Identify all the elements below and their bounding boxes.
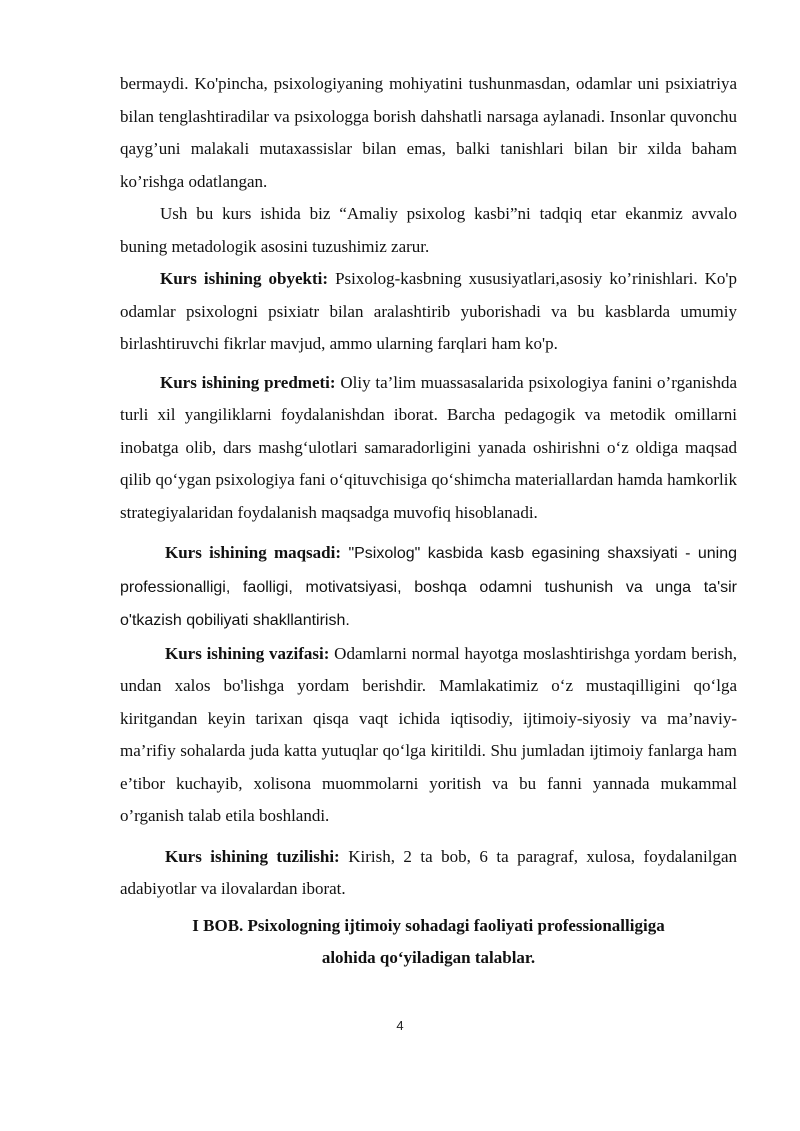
document-page xyxy=(120,68,737,974)
structure-text: Kirish, 2 ta bob, 6 ta paragraf, xulosa, foydalanilgan adabiyotlar va ilovalardan iborat. xyxy=(120,846,737,898)
paragraph-structure xyxy=(120,841,737,906)
subject-label: Kurs ishining predmeti: xyxy=(160,372,336,392)
tasks-text: Odamlarni normal hayotga moslashtirishga yordam berish, undan xalos bo'lishga yordam berishdir. Mamlakatimiz o‘z mustaqilligini qo‘lga kiritgandan keyin tarixan qisqa vaqt ichida iqtisodiy, ijtimoiy-siyosiy va ma’naviy-ma’rifiy sohalarda juda katta yutuqlar qo‘lga kiritildi. Shu jumladan ijtimoiy fanlarga ham e’tibor kuchayib, xolisona muommolarni yoritish va bu fanni yannada mukammal o’rganish talab etila boshlandi. xyxy=(120,643,738,825)
paragraph-methodology: Ush bu kurs ishida biz “Amaliy psixolog kasbi”ni tadqiq etar ekanmiz avvalo buning metadologik asosini tuzushimiz zarur. xyxy=(120,204,737,256)
chapter-heading xyxy=(120,910,737,974)
paragraph-tasks xyxy=(120,638,737,833)
object-text: Psixolog-kasbning xususiyatlari,asosiy ko’rinishlari. Ko'p odamlar psixologni psixiatr bilan aralashtirib yuborishadi va bu kasblarda umumiy birlashtiruvchi fikrlar mavjud, ammo ularning farqlari ham ko'p. xyxy=(120,269,737,353)
goal-text: "Psixolog" kasbida kasb egasining shaxsiyati - uning professionalligi, faolligi, motivatsiyasi, boshqa odamni tushunish va unga ta'sir o'tkazish qobiliyati shakllantirish. xyxy=(120,545,738,629)
chapter-heading-line1: I BOB. Psixologning ijtimoiy sohadagi faoliyati professionalligiga xyxy=(192,915,665,935)
paragraph-object xyxy=(120,263,737,361)
paragraph-subject xyxy=(120,367,737,530)
tasks-label: Kurs ishining vazifasi: xyxy=(165,643,330,663)
page-number: 4 xyxy=(396,1018,404,1033)
structure-label: Kurs ishining tuzilishi: xyxy=(165,846,340,866)
paragraph-goal xyxy=(120,537,737,638)
chapter-heading-line2: alohida qo‘yiladigan talablar. xyxy=(321,947,536,967)
goal-label: Kurs ishining maqsadi: xyxy=(165,543,342,562)
subject-text: Oliy ta’lim muassasalarida psixologiya fanini o’rganishda turli xil yangiliklarni foydalanishdan iborat. Barcha pedagogik va metodik omillarni inobatga olib, dars mashg‘ulotlari samaradorligini yanada oshirishni o‘z oldiga maqsad qilib qo‘ygan psixologiya fani o‘qituvchisiga qo‘shimcha materiallardan hamda hamkorlik strategiyalaridan foydalanish maqsadga muvofiq hisoblanadi. xyxy=(120,372,738,522)
paragraph-intro: bermaydi. Ko'pincha, psixologiyaning mohiyatini tushunmasdan, odamlar uni psixiatriya bilan tenglashtiradilar va psixologga borish dahshatli narsaga aylanadi. Insonlar quvonchu qayg’uni malakali mutaxassislar bilan emas, balki tanishlari bilan bir xilda baham ko’rishga odatlangan. xyxy=(120,74,737,191)
object-label: Kurs ishining obyekti: xyxy=(160,269,329,288)
